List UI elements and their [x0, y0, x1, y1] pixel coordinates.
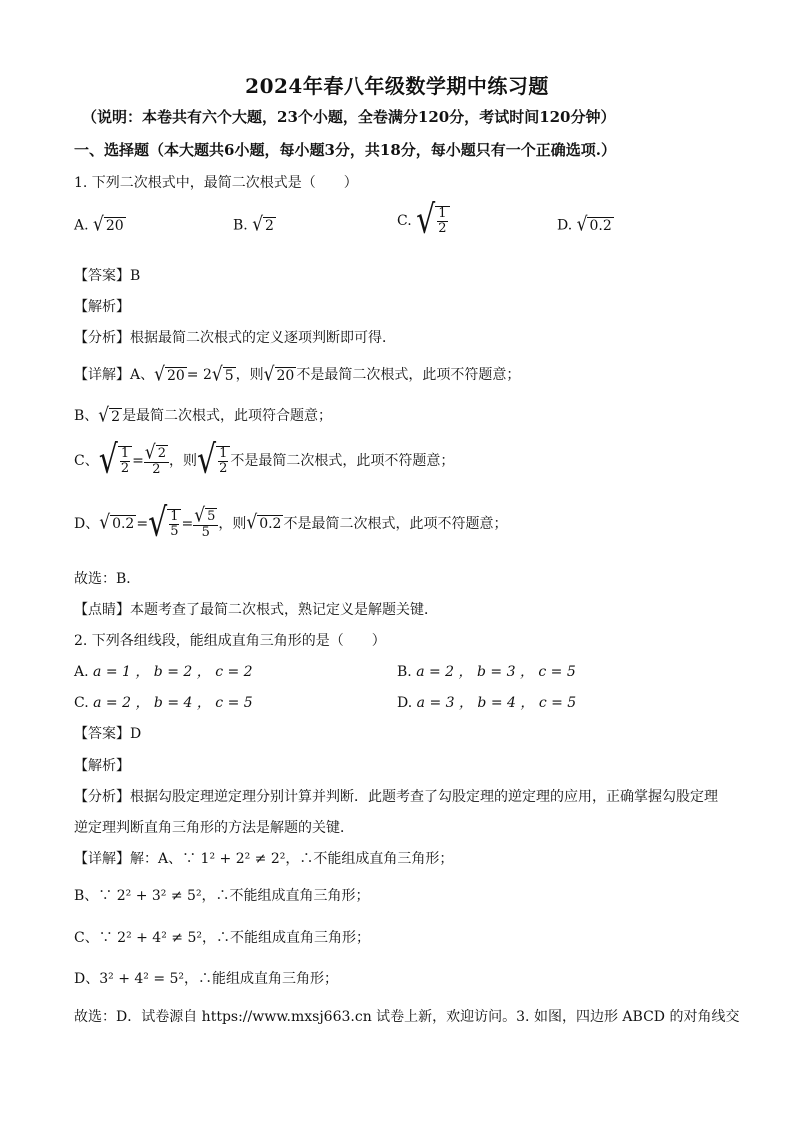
section-heading: 一、选择题（本大题共6小题，每小题3分，共18分，每小题只有一个正确选项.） — [74, 141, 616, 159]
q1-detail-c: C、 √ $\frac{1}{2}$ = √ 2 2 ，则 √ $\frac{1}{2}$ 不是最简二次根式，此项不符题意； — [74, 437, 455, 483]
sqrt-expr: √ 2 — [252, 213, 274, 237]
q2-conclusion-and-source: 故选：D．试卷源自 https://www.mxsj663.cn 试卷上新，欢迎访问。3. 如图，四边形 ABCD 的对角线交 — [74, 1009, 740, 1025]
q2-fenxi-line1: 【分析】根据勾股定理逆定理分别计算并判断．此题考查了勾股定理的逆定理的应用，正确掌握勾股定理 — [74, 789, 718, 805]
q1-option-d: D. √ 0.2 — [557, 213, 612, 237]
q1-answer: 【答案】B — [74, 268, 141, 284]
q2-detail-c: C、∵ 2² + 4² ≠ 5²，∴不能组成直角三角形； — [74, 930, 370, 946]
sqrt-expr: √ 0.2 — [576, 213, 612, 237]
q2-option-b: B. a = 2 ， b = 3 ， c = 5 — [397, 664, 576, 680]
q2-option-c: C. a = 2 ， b = 4 ， c = 5 — [74, 695, 253, 711]
q1-option-a: A. √ 20 — [74, 213, 124, 237]
q2-answer: 【答案】D — [74, 726, 142, 742]
q1-fenxi: 【分析】根据最简二次根式的定义逐项判断即可得． — [74, 330, 396, 346]
q2-detail-b: B、∵ 2² + 3² ≠ 5²，∴不能组成直角三角形； — [74, 888, 370, 904]
q2-option-a: A. a = 1 ， b = 2 ， c = 2 — [74, 664, 253, 680]
q1-detail-d: D、 √ 0.2 = √ $\frac{1}{5}$ = √ 5 5 ，则 √ 0.2 不是最简二次根式，此项不符题意； — [74, 500, 508, 546]
q2-stem: 2. 下列各组线段，能组成直角三角形的是（ ） — [74, 633, 386, 649]
q1-conclusion: 故选：B． — [74, 571, 141, 587]
q2-detail-d: D、3² + 4² = 5²，∴能组成直角三角形； — [74, 971, 339, 987]
q2-detail-a: 【详解】解：A、∵ 1² + 2² ≠ 2²，∴不能组成直角三角形； — [74, 851, 454, 867]
q1-option-c: C. √ $\frac{1}{2}$ — [397, 206, 450, 236]
q1-stem: 1. 下列二次根式中，最简二次根式是（ ） — [74, 175, 358, 191]
q1-option-b: B. √ 2 — [233, 213, 274, 237]
q2-option-d: D. a = 3 ， b = 4 ， c = 5 — [397, 695, 577, 711]
q1-dianjing: 【点睛】本题考查了最简二次根式，熟记定义是解题关键． — [74, 602, 438, 618]
page-title: 2024年春八年级数学期中练习题 — [245, 74, 549, 98]
sqrt-fraction: √ $\frac{1}{2}$ — [416, 206, 449, 236]
q1-detail-b: B、 √ 2 是最简二次根式，此项符合题意； — [74, 403, 333, 427]
exam-note: （说明：本卷共有六个大题，23个小题，全卷满分120分，考试时间120分钟） — [82, 108, 616, 126]
sqrt-expr: √ 20 — [93, 213, 124, 237]
q2-fenxi-line2: 逆定理判断直角三角形的方法是解题的关键． — [74, 820, 354, 836]
q2-analysis-tag: 【解析】 — [74, 758, 130, 774]
q1-detail-a: 【详解】A、 √ 20 = 2 √ 5 ，则 √ 20 不是最简二次根式，此项不符题意； — [74, 362, 521, 386]
q1-analysis-tag: 【解析】 — [74, 299, 130, 315]
